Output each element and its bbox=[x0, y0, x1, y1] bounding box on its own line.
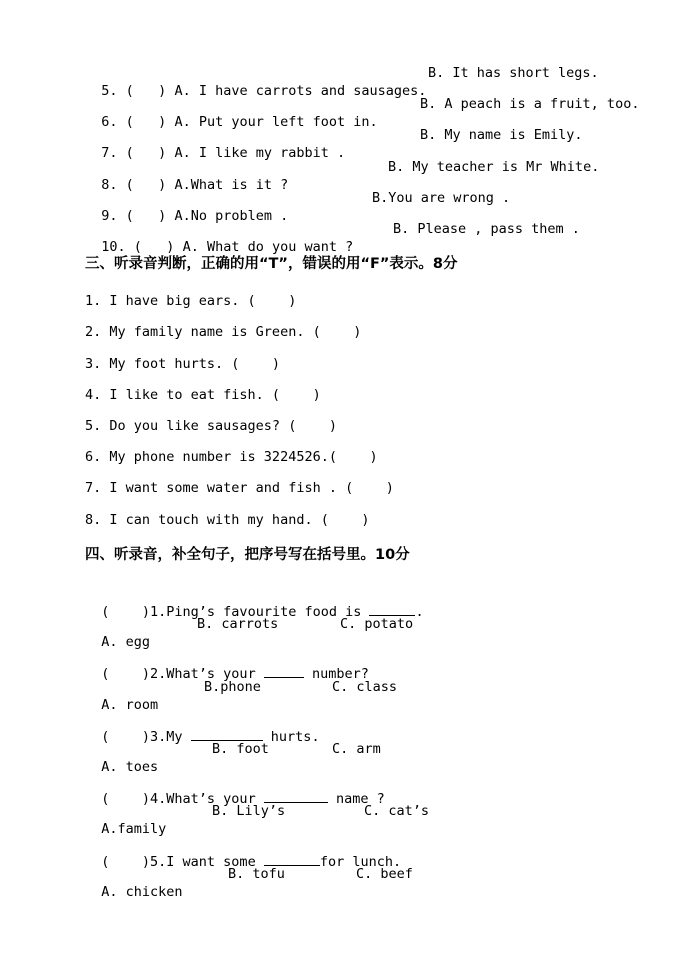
question-text-end: name ? bbox=[327, 791, 385, 807]
answer-blank bbox=[191, 727, 263, 741]
answer-paren: ( ) bbox=[125, 83, 167, 99]
item-number: 10. bbox=[101, 239, 126, 255]
option-b: B. tofu bbox=[228, 866, 285, 882]
judge-item: 5. Do you like sausages? ( ) bbox=[85, 418, 337, 434]
question-text: ( )3.My bbox=[101, 729, 191, 745]
question-text-end: number? bbox=[303, 666, 369, 682]
question-text-end: hurts. bbox=[262, 729, 320, 745]
judge-item: 1. I have big ears. ( ) bbox=[85, 293, 297, 309]
answer-blank bbox=[264, 789, 328, 803]
option-a: A.What is it ? bbox=[174, 177, 289, 193]
item-number: 6. bbox=[101, 114, 118, 130]
option-a: A. Put your left foot in. bbox=[174, 114, 378, 130]
option-b: B. foot bbox=[212, 741, 269, 757]
section-heading-fill-blank: 四、听录音，补全句子，把序号写在括号里。10分 bbox=[85, 547, 410, 563]
question-text-end: for lunch. bbox=[319, 854, 402, 870]
option-b: B.phone bbox=[204, 679, 261, 695]
option-a: A.family bbox=[101, 821, 167, 837]
option-a: A. chicken bbox=[101, 884, 183, 900]
answer-blank bbox=[264, 852, 320, 866]
option-row bbox=[85, 865, 413, 901]
answer-paren: ( ) bbox=[125, 208, 167, 224]
option-a: A. egg bbox=[101, 634, 151, 650]
answer-paren: ( ) bbox=[125, 145, 167, 161]
judge-item: 6. My phone number is 3224526.( ) bbox=[85, 449, 378, 465]
question-text: ( )5.I want some bbox=[101, 854, 264, 870]
option-c: C. class bbox=[332, 679, 398, 695]
item-number: 7. bbox=[101, 145, 118, 161]
item-number: 5. bbox=[101, 83, 118, 99]
option-b: B.You are wrong . bbox=[372, 190, 511, 206]
answer-paren: ( ) bbox=[125, 114, 167, 130]
answer-blank bbox=[369, 602, 415, 616]
section-heading-true-false: 三、听录音判断，正确的用“T”，错误的用“F”表示。8分 bbox=[85, 256, 458, 272]
option-b: B. carrots bbox=[197, 616, 279, 632]
option-c: C. cat’s bbox=[364, 803, 430, 819]
option-a: A.No problem . bbox=[174, 208, 289, 224]
option-row bbox=[85, 802, 430, 838]
option-a: A. toes bbox=[101, 759, 159, 775]
option-b: B. Lily’s bbox=[212, 803, 286, 819]
option-b: B. A peach is a fruit, too. bbox=[420, 96, 640, 112]
question-text-end: . bbox=[415, 604, 424, 620]
choice-item bbox=[85, 220, 580, 256]
option-b: B. My name is Emily. bbox=[420, 127, 583, 143]
question-text: ( )4.What’s your bbox=[101, 791, 264, 807]
option-c: C. potato bbox=[340, 616, 414, 632]
question-text: ( )1.Ping’s favourite food is bbox=[101, 604, 370, 620]
item-number: 9. bbox=[101, 208, 118, 224]
judge-item: 3. My foot hurts. ( ) bbox=[85, 356, 281, 372]
option-a: A. I have carrots and sausages. bbox=[174, 83, 427, 99]
option-c: C. arm bbox=[332, 741, 381, 757]
answer-blank bbox=[264, 664, 304, 678]
option-b: B. It has short legs. bbox=[428, 65, 599, 81]
item-number: 8. bbox=[101, 177, 118, 193]
judge-item: 7. I want some water and fish . ( ) bbox=[85, 480, 394, 496]
option-a: A. I like my rabbit . bbox=[174, 145, 346, 161]
option-b: B. Please , pass them . bbox=[393, 221, 580, 237]
choice-item bbox=[85, 126, 583, 162]
question-text: ( )2.What’s your bbox=[101, 666, 264, 682]
option-b: B. My teacher is Mr White. bbox=[388, 159, 600, 175]
judge-item: 8. I can touch with my hand. ( ) bbox=[85, 512, 370, 528]
judge-item: 4. I like to eat fish. ( ) bbox=[85, 387, 321, 403]
answer-paren: ( ) bbox=[133, 239, 175, 255]
option-a: A. room bbox=[101, 697, 159, 713]
answer-paren: ( ) bbox=[125, 177, 167, 193]
judge-item: 2. My family name is Green. ( ) bbox=[85, 324, 362, 340]
option-a: A. What do you want ? bbox=[182, 239, 354, 255]
option-c: C. beef bbox=[356, 866, 413, 882]
